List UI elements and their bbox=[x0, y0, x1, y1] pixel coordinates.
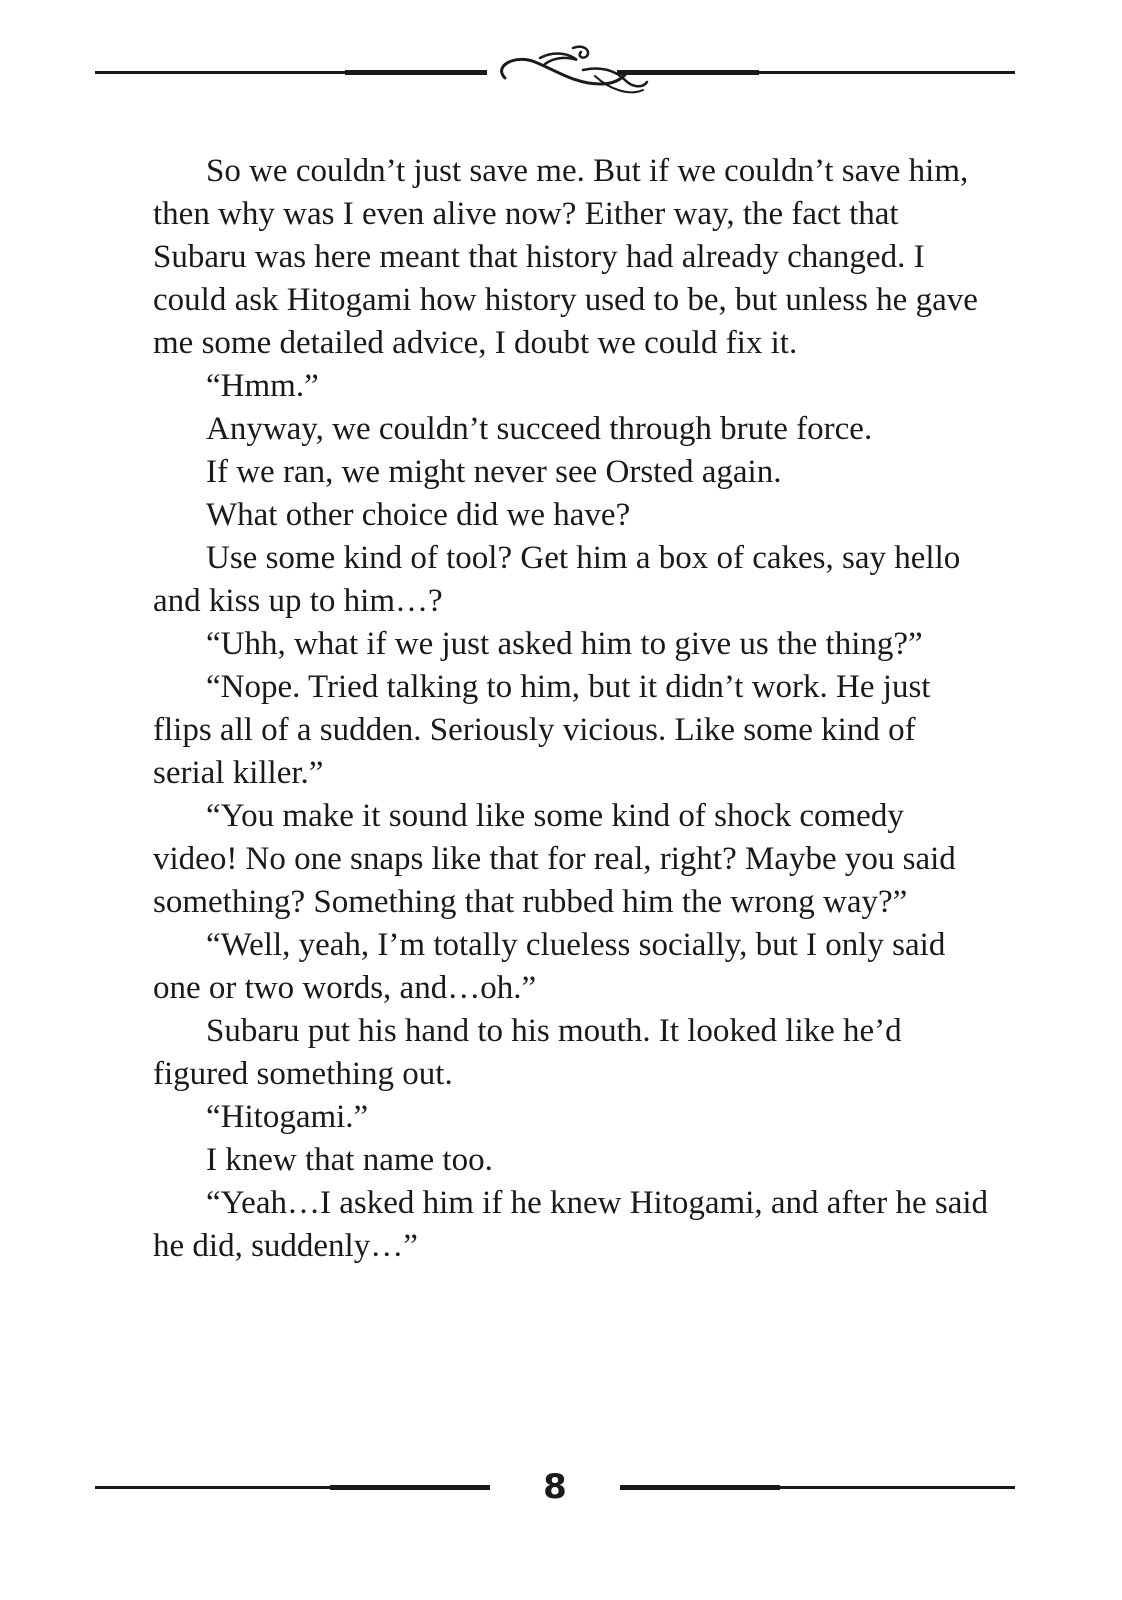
paragraph: I knew that name too. bbox=[206, 1142, 493, 1178]
footer-rule-left bbox=[95, 1486, 490, 1489]
header-ornament bbox=[95, 40, 1015, 110]
page-body bbox=[153, 150, 993, 1268]
paragraph: “Hitogami.” bbox=[206, 1099, 369, 1135]
paragraph: Anyway, we couldn’t succeed through brute force. bbox=[206, 411, 873, 447]
paragraph: “You make it sound like some kind of shock comedy video! No one snaps like that for real, right? Maybe you said something? Something that rubbed him the wrong way?” bbox=[153, 798, 956, 920]
paragraph: What other choice did we have? bbox=[206, 497, 631, 533]
paragraph: “Nope. Tried talking to him, but it didn’t work. He just flips all of a sudden. Seriously vicious. Like some kind of serial killer.” bbox=[153, 669, 931, 791]
paragraph: Subaru put his hand to his mouth. It looked like he’d figured something out. bbox=[153, 1013, 902, 1092]
swirl-flourish bbox=[502, 47, 647, 93]
paragraph: So we couldn’t just save me. But if we couldn’t save him, then why was I even alive now? Either way, the fact that Subaru was here meant that history had already changed. I could ask Hitogami how history used to be, but unless he gave me some detailed advice, I doubt we could fix it. bbox=[153, 153, 978, 361]
paragraph: If we ran, we might never see Orsted again. bbox=[206, 454, 782, 490]
header-rule-left-bold bbox=[345, 70, 487, 75]
page-footer bbox=[95, 1462, 1015, 1512]
footer-rule-right bbox=[620, 1486, 1015, 1489]
paragraph: “Well, yeah, I’m totally clueless socially, but I only said one or two words, and…oh.” bbox=[153, 927, 946, 1006]
paragraph: Use some kind of tool? Get him a box of cakes, say hello and kiss up to him…? bbox=[153, 540, 961, 619]
header-rule-right-bold bbox=[617, 70, 759, 75]
page-number: 8 bbox=[543, 1467, 567, 1507]
paragraph: “Uhh, what if we just asked him to give us the thing?” bbox=[206, 626, 923, 662]
paragraph: “Hmm.” bbox=[206, 368, 319, 404]
paragraph: “Yeah…I asked him if he knew Hitogami, and after he said he did, suddenly…” bbox=[153, 1185, 989, 1264]
